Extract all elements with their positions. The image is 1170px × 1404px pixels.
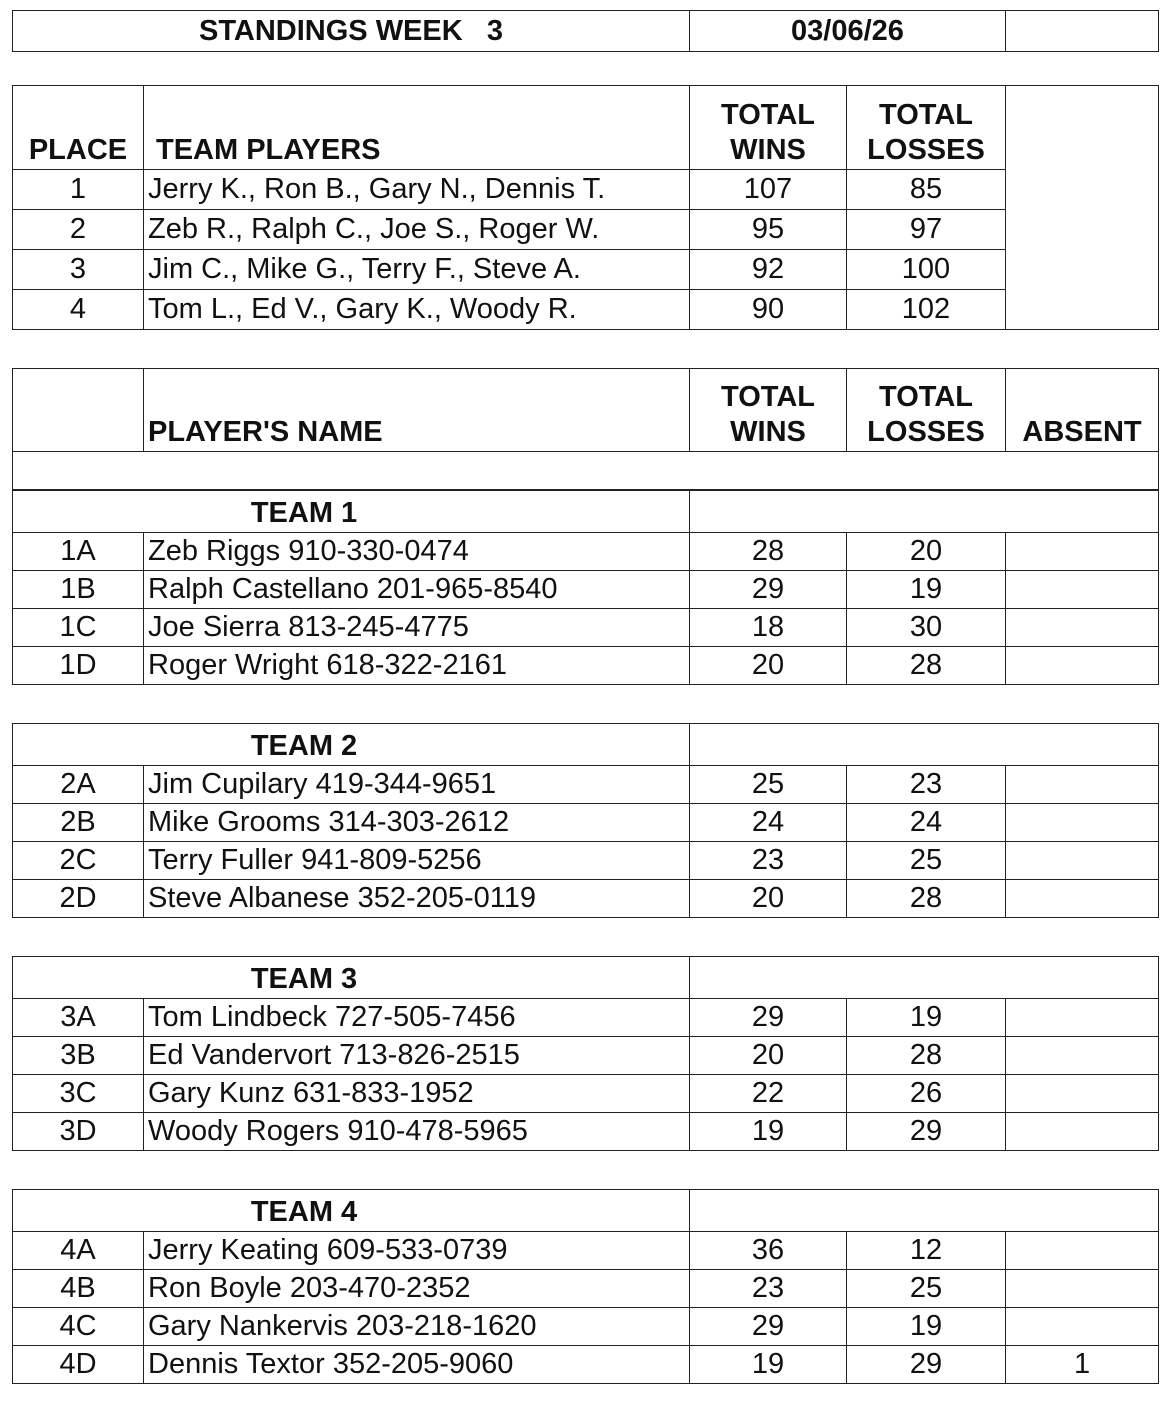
player-id-cell: 3B: [13, 1037, 144, 1075]
player-losses-cell: 28: [847, 880, 1006, 918]
player-losses-cell: 25: [847, 842, 1006, 880]
player-id-cell: 2B: [13, 804, 144, 842]
player-wins-cell: 24: [690, 804, 847, 842]
player-wins-cell: 25: [690, 766, 847, 804]
player-row: [13, 1113, 1159, 1151]
player-id-cell: 3A: [13, 999, 144, 1037]
player-wins-cell: 20: [690, 1037, 847, 1075]
col-player-losses-header: TOTAL LOSSES: [847, 369, 1006, 452]
team-title: TEAM 3: [13, 957, 690, 999]
standings-row: [13, 250, 1159, 290]
player-row: [13, 533, 1159, 571]
player-losses-cell: 25: [847, 1270, 1006, 1308]
team-title: TEAM 1: [13, 491, 690, 533]
player-absent-cell: [1006, 533, 1159, 571]
player-id-cell: 1B: [13, 571, 144, 609]
player-id-cell: 4C: [13, 1308, 144, 1346]
player-wins-cell: 29: [690, 999, 847, 1037]
player-id-cell: 4B: [13, 1270, 144, 1308]
player-absent-cell: [1006, 1113, 1159, 1151]
player-name-cell: Zeb Riggs 910-330-0474: [144, 533, 690, 571]
player-absent-cell: [1006, 766, 1159, 804]
player-name-cell: Tom Lindbeck 727-505-7456: [144, 999, 690, 1037]
spacer-row: [13, 452, 1159, 490]
total-wins-cell: 95: [690, 210, 847, 250]
total-losses-cell: 85: [847, 170, 1006, 210]
player-wins-cell: 19: [690, 1113, 847, 1151]
player-row: [13, 1308, 1159, 1346]
player-id-cell: 2D: [13, 880, 144, 918]
team-players-cell: Zeb R., Ralph C., Joe S., Roger W.: [144, 210, 690, 250]
player-name-cell: Gary Kunz 631-833-1952: [144, 1075, 690, 1113]
player-losses-cell: 20: [847, 533, 1006, 571]
player-row: [13, 804, 1159, 842]
player-row: [13, 999, 1159, 1037]
col-player-wins-header: TOTAL WINS: [690, 369, 847, 452]
total-losses-cell: 100: [847, 250, 1006, 290]
player-name-cell: Jerry Keating 609-533-0739: [144, 1232, 690, 1270]
player-wins-cell: 29: [690, 1308, 847, 1346]
col-player-name-header: PLAYER'S NAME: [144, 369, 690, 452]
total-losses-cell: 102: [847, 290, 1006, 330]
standings-row: [13, 290, 1159, 330]
player-id-cell: 4D: [13, 1346, 144, 1384]
player-name-cell: Steve Albanese 352-205-0119: [144, 880, 690, 918]
player-name-cell: Woody Rogers 910-478-5965: [144, 1113, 690, 1151]
player-absent-cell: [1006, 1037, 1159, 1075]
player-wins-cell: 23: [690, 842, 847, 880]
player-name-cell: Terry Fuller 941-809-5256: [144, 842, 690, 880]
total-wins-cell: 90: [690, 290, 847, 330]
player-name-cell: Mike Grooms 314-303-2612: [144, 804, 690, 842]
player-wins-cell: 20: [690, 880, 847, 918]
player-name-cell: Roger Wright 618-322-2161: [144, 647, 690, 685]
player-wins-cell: 23: [690, 1270, 847, 1308]
place-cell: 3: [13, 250, 144, 290]
total-wins-cell: 92: [690, 250, 847, 290]
player-losses-cell: 29: [847, 1346, 1006, 1384]
col-total-wins-header: TOTAL WINS: [690, 86, 847, 170]
player-losses-cell: 24: [847, 804, 1006, 842]
player-wins-cell: 18: [690, 609, 847, 647]
page-title: STANDINGS WEEK 3: [13, 11, 690, 52]
team-table: [12, 1189, 1159, 1384]
player-losses-cell: 28: [847, 647, 1006, 685]
player-losses-cell: 19: [847, 1308, 1006, 1346]
player-row: [13, 647, 1159, 685]
col-team-players-header: TEAM PLAYERS: [144, 86, 690, 170]
player-absent-cell: [1006, 999, 1159, 1037]
col-absent-header: ABSENT: [1006, 369, 1159, 452]
col-total-losses-header: TOTAL LOSSES: [847, 86, 1006, 170]
player-absent-cell: [1006, 804, 1159, 842]
player-name-cell: Joe Sierra 813-245-4775: [144, 609, 690, 647]
player-id-cell: 3C: [13, 1075, 144, 1113]
player-wins-cell: 19: [690, 1346, 847, 1384]
player-name-cell: Ron Boyle 203-470-2352: [144, 1270, 690, 1308]
player-absent-cell: [1006, 1232, 1159, 1270]
place-cell: 2: [13, 210, 144, 250]
standings-table: [12, 85, 1159, 330]
team-table: [12, 490, 1159, 685]
team-players-cell: Jerry K., Ron B., Gary N., Dennis T.: [144, 170, 690, 210]
player-absent-cell: [1006, 571, 1159, 609]
player-row: [13, 880, 1159, 918]
player-absent-cell: [1006, 1075, 1159, 1113]
player-id-cell: 1C: [13, 609, 144, 647]
player-absent-cell: [1006, 647, 1159, 685]
player-id-cell: 2A: [13, 766, 144, 804]
player-absent-cell: [1006, 880, 1159, 918]
player-losses-cell: 26: [847, 1075, 1006, 1113]
player-losses-cell: 30: [847, 609, 1006, 647]
player-name-cell: Jim Cupilary 419-344-9651: [144, 766, 690, 804]
place-cell: 4: [13, 290, 144, 330]
player-losses-cell: 19: [847, 999, 1006, 1037]
player-row: [13, 571, 1159, 609]
team-table: [12, 723, 1159, 918]
player-row: [13, 1232, 1159, 1270]
player-losses-cell: 29: [847, 1113, 1006, 1151]
player-absent-cell: [1006, 1270, 1159, 1308]
report-date: 03/06/26: [690, 11, 1006, 52]
total-losses-cell: 97: [847, 210, 1006, 250]
player-row: [13, 1075, 1159, 1113]
place-cell: 1: [13, 170, 144, 210]
title-table: [12, 10, 1159, 52]
player-id-cell: 3D: [13, 1113, 144, 1151]
player-id-cell: 4A: [13, 1232, 144, 1270]
player-name-cell: Gary Nankervis 203-218-1620: [144, 1308, 690, 1346]
player-wins-cell: 29: [690, 571, 847, 609]
players-header-table: [12, 368, 1159, 490]
standings-row: [13, 170, 1159, 210]
player-row: [13, 766, 1159, 804]
player-absent-cell: [1006, 609, 1159, 647]
player-id-cell: 2C: [13, 842, 144, 880]
player-row: [13, 1037, 1159, 1075]
player-row: [13, 1346, 1159, 1384]
team-title: TEAM 2: [13, 724, 690, 766]
total-wins-cell: 107: [690, 170, 847, 210]
player-wins-cell: 36: [690, 1232, 847, 1270]
player-absent-cell: 1: [1006, 1346, 1159, 1384]
team-players-cell: Tom L., Ed V., Gary K., Woody R.: [144, 290, 690, 330]
player-name-cell: Dennis Textor 352-205-9060: [144, 1346, 690, 1384]
col-place-header: PLACE: [13, 86, 144, 170]
team-table: [12, 956, 1159, 1151]
player-name-cell: Ed Vandervort 713-826-2515: [144, 1037, 690, 1075]
team-players-cell: Jim C., Mike G., Terry F., Steve A.: [144, 250, 690, 290]
player-row: [13, 1270, 1159, 1308]
player-wins-cell: 20: [690, 647, 847, 685]
player-id-cell: 1D: [13, 647, 144, 685]
player-name-cell: Ralph Castellano 201-965-8540: [144, 571, 690, 609]
player-id-cell: 1A: [13, 533, 144, 571]
player-absent-cell: [1006, 842, 1159, 880]
player-losses-cell: 23: [847, 766, 1006, 804]
player-row: [13, 842, 1159, 880]
player-losses-cell: 28: [847, 1037, 1006, 1075]
team-title: TEAM 4: [13, 1190, 690, 1232]
player-losses-cell: 19: [847, 571, 1006, 609]
standings-row: [13, 210, 1159, 250]
player-row: [13, 609, 1159, 647]
player-absent-cell: [1006, 1308, 1159, 1346]
player-wins-cell: 22: [690, 1075, 847, 1113]
player-losses-cell: 12: [847, 1232, 1006, 1270]
player-wins-cell: 28: [690, 533, 847, 571]
